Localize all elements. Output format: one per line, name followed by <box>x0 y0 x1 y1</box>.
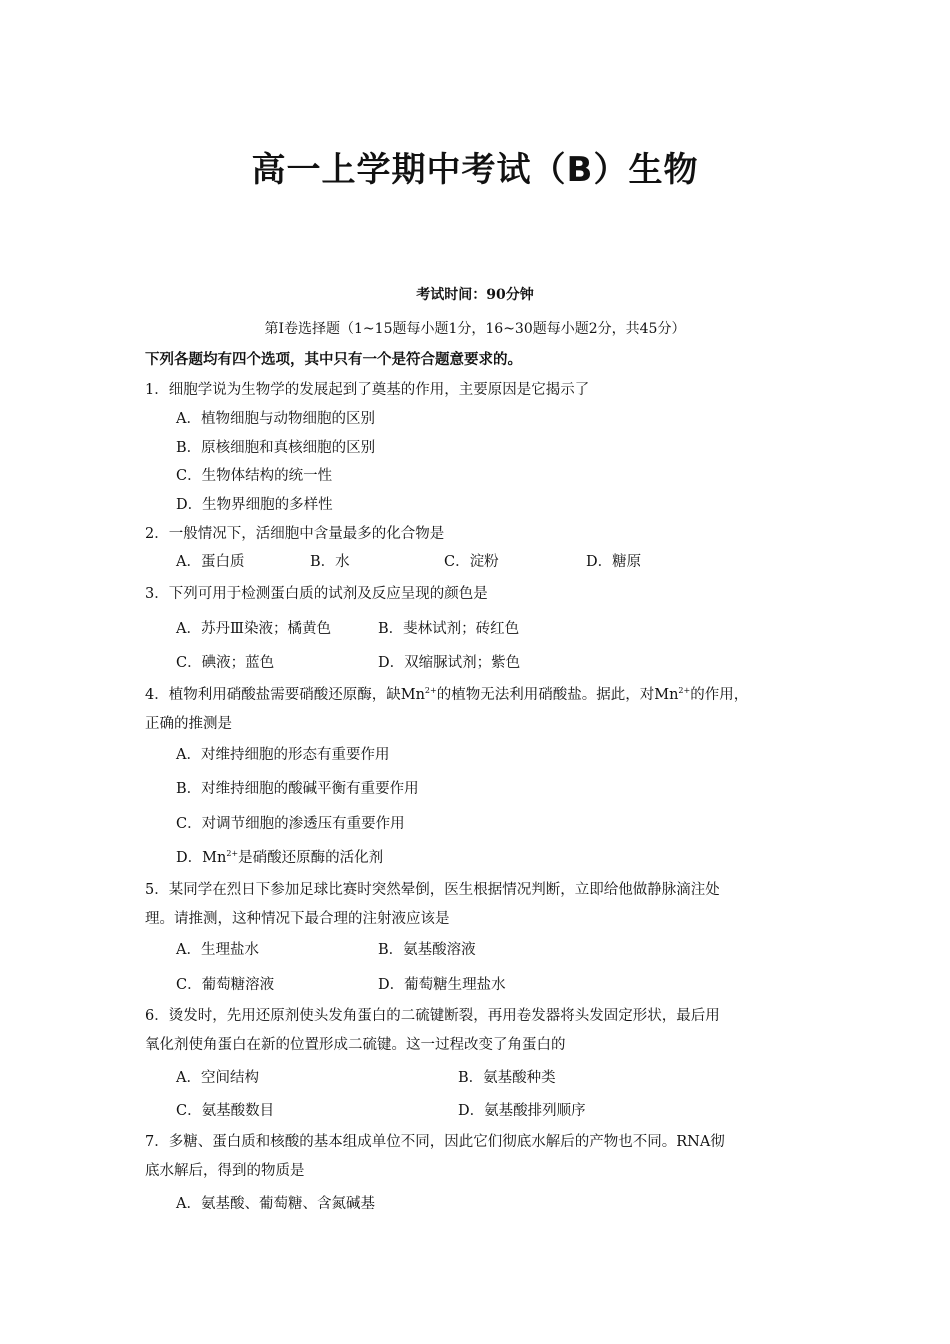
ion-charge: 2+ <box>678 686 691 695</box>
question-2-option-c: C．淀粉 <box>444 554 499 570</box>
question-5-option-d: D．葡萄糖生理盐水 <box>378 977 506 993</box>
mn-ion: Mn <box>202 850 227 866</box>
question-6-option-c: C．氨基酸数目 <box>176 1103 275 1119</box>
question-2-stem: 2．一般情况下，活细胞中含量最多的化合物是 <box>145 526 445 542</box>
question-1-option-c: C．生物体结构的统一性 <box>176 468 333 484</box>
mn-ion: Mn <box>654 687 679 703</box>
exam-time: 考试时间：90分钟 <box>416 287 534 303</box>
question-4-option-a: A．对维持细胞的形态有重要作用 <box>176 747 390 763</box>
question-5-option-a: A．生理盐水 <box>176 942 259 958</box>
question-4-stem-part2: 的植物无法利用硝酸盐。据此，对 <box>436 687 655 703</box>
question-4-stem <box>145 683 748 704</box>
question-6-option-b: B．氨基酸种类 <box>458 1070 556 1086</box>
question-6-stem: 6．烫发时，先用还原剂使头发角蛋白的二硫键断裂，再用卷发器将头发固定形状，最后用 <box>145 1008 720 1024</box>
question-4-stem-part3: 的作用， <box>690 687 749 703</box>
question-6-option-a: A．空间结构 <box>176 1070 259 1086</box>
question-5-stem: 5．某同学在烈日下参加足球比赛时突然晕倒，医生根据情况判断，立即给他做静脉滴注处 <box>145 882 720 898</box>
question-5-option-b: B．氨基酸溶液 <box>378 942 476 958</box>
question-2-option-a: A．蛋白质 <box>176 554 245 570</box>
page-title: 高一上学期中考试（B）生物 <box>251 150 699 190</box>
instructions: 下列各题均有四个选项，其中只有一个是符合题意要求的。 <box>145 351 522 368</box>
question-4-option-d-text: 是硝酸还原酶的活化剂 <box>238 850 384 866</box>
question-1-option-b: B．原核细胞和真核细胞的区别 <box>176 440 376 456</box>
mn-ion: Mn <box>400 687 425 703</box>
question-1-option-a: A．植物细胞与动物细胞的区别 <box>176 411 375 427</box>
question-4-stem-line2: 正确的推测是 <box>145 716 232 732</box>
question-4-option-c: C．对调节细胞的渗透压有重要作用 <box>176 816 405 832</box>
question-5-option-c: C．葡萄糖溶液 <box>176 977 275 993</box>
question-5-stem-line2: 理。请推测，这种情况下最合理的注射液应该是 <box>145 911 450 927</box>
ion-charge: 2+ <box>226 849 239 858</box>
question-3-option-c: C．碘液；蓝色 <box>176 655 275 671</box>
section-header: 第Ⅰ卷选择题（1~15题每小题1分，16~30题每小题2分，共45分） <box>264 321 686 337</box>
question-1-stem: 1．细胞学说为生物学的发展起到了奠基的作用，主要原因是它揭示了 <box>145 382 590 398</box>
question-1-option-d: D．生物界细胞的多样性 <box>176 497 333 513</box>
question-3-option-b: B．斐林试剂；砖红色 <box>378 621 520 637</box>
question-2-option-d: D．糖原 <box>586 554 642 570</box>
ion-charge: 2+ <box>424 686 437 695</box>
question-4-option-d <box>176 846 383 867</box>
question-6-option-d: D．氨基酸排列顺序 <box>458 1103 586 1119</box>
question-4-stem-part1: 4．植物利用硝酸盐需要硝酸还原酶，缺 <box>145 687 401 703</box>
question-3-option-a: A．苏丹Ⅲ染液；橘黄色 <box>176 621 331 637</box>
question-6-stem-line2: 氧化剂使角蛋白在新的位置形成二硫键。这一过程改变了角蛋白的 <box>145 1037 566 1053</box>
question-3-option-d: D．双缩脲试剂；紫色 <box>378 655 521 671</box>
question-4-option-b: B．对维持细胞的酸碱平衡有重要作用 <box>176 781 419 797</box>
question-4-option-d-prefix: D． <box>176 850 203 866</box>
question-7-stem-line2: 底水解后，得到的物质是 <box>145 1163 305 1179</box>
question-7-stem: 7．多糖、蛋白质和核酸的基本组成单位不同，因此它们彻底水解后的产物也不同。RNA彻 <box>145 1134 725 1150</box>
question-2-option-b: B．水 <box>310 554 350 570</box>
question-7-option-a: A．氨基酸、葡萄糖、含氮碱基 <box>176 1196 375 1212</box>
question-3-stem: 3．下列可用于检测蛋白质的试剂及反应呈现的颜色是 <box>145 586 488 602</box>
